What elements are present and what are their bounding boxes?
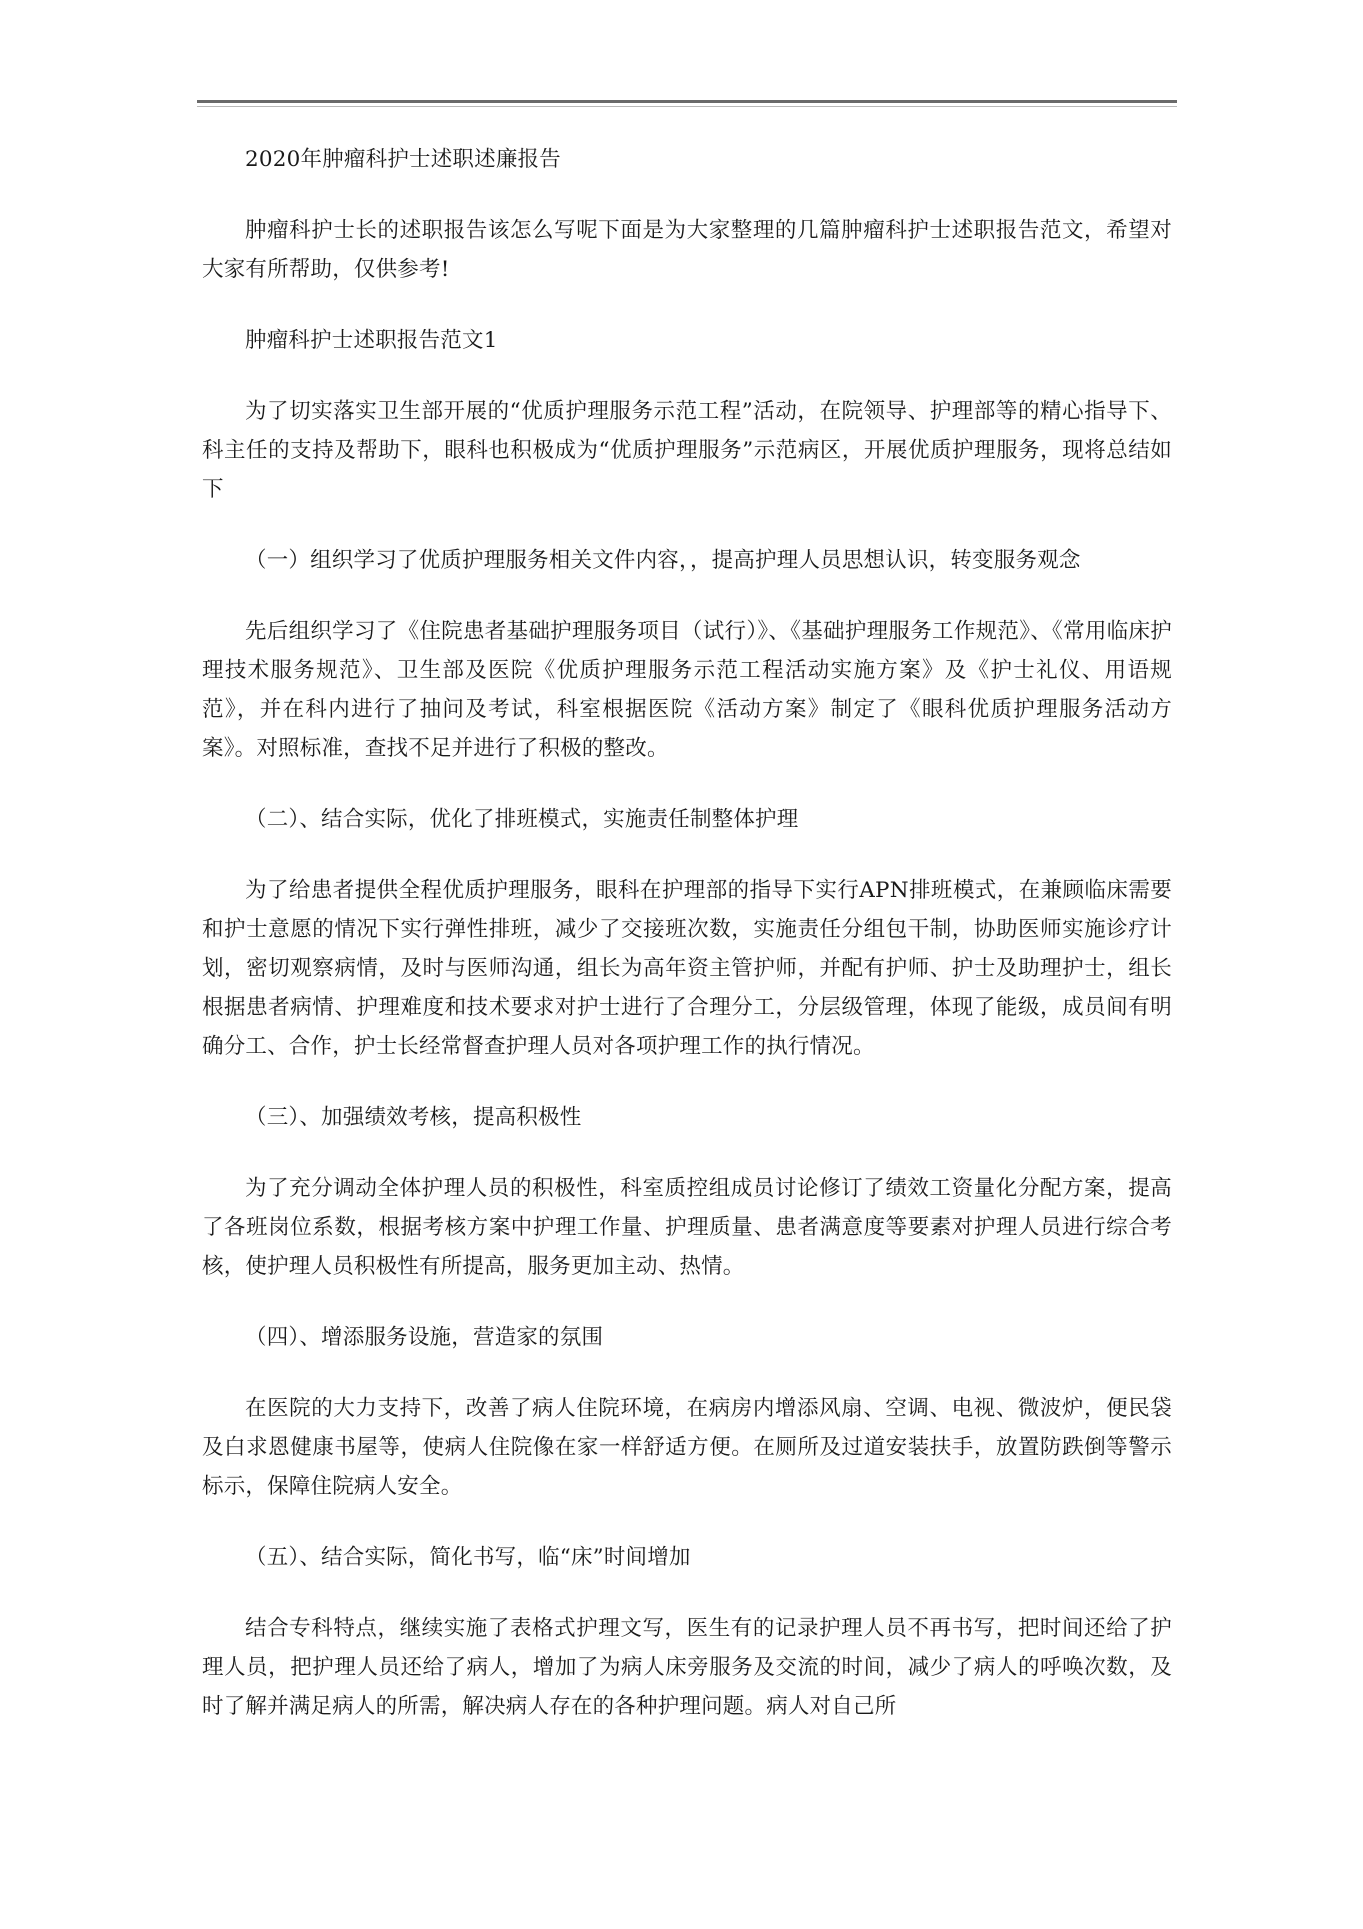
document-title: 2020年肿瘤科护士述职述廉报告 bbox=[245, 147, 561, 172]
section-heading-sample-1: 肿瘤科护士述职报告范文1 bbox=[245, 328, 498, 353]
subheading-3: （三）、加强绩效考核，提高积极性 bbox=[245, 1105, 582, 1130]
header-rule bbox=[197, 100, 1177, 103]
body-paragraph: 为了切实落实卫生部开展的“优质护理服务示范工程”活动，在院领导、护理部等的精心指导下、科主任的支持及帮助下，眼科也积极成为“优质护理服务”示范病区，开展优质护理服务，现将总结如下 bbox=[202, 399, 1172, 502]
document-body bbox=[202, 140, 1172, 1726]
body-paragraph: 为了给患者提供全程优质护理服务，眼科在护理部的指导下实行APN排班模式，在兼顾临床需要和护士意愿的情况下实行弹性排班，减少了交接班次数，实施责任分组包干制，协助医师实施诊疗计划，密切观察病情，及时与医师沟通，组长为高年资主管护师，并配有护师、护士及助理护士，组长根据患者病情、护理难度和技术要求对护士进行了合理分工，分层级管理，体现了能级，成员间有明确分工、合作，护士长经常督查护理人员对各项护理工作的执行情况。 bbox=[202, 878, 1172, 1059]
body-paragraph: 先后组织学习了《住院患者基础护理服务项目（试行）》、《基础护理服务工作规范》、《常用临床护理技术服务规范》、卫生部及医院《优质护理服务示范工程活动实施方案》及《护士礼仪、用语规范》，并在科内进行了抽问及考试，科室根据医院《活动方案》制定了《眼科优质护理服务活动方案》。对照标准，查找不足并进行了积极的整改。 bbox=[202, 619, 1172, 761]
body-paragraph: 结合专科特点，继续实施了表格式护理文写，医生有的记录护理人员不再书写，把时间还给了护理人员，把护理人员还给了病人，增加了为病人床旁服务及交流的时间，减少了病人的呼唤次数，及时了解并满足病人的所需，解决病人存在的各种护理问题。病人对自己所 bbox=[202, 1616, 1172, 1719]
header-rule-thin bbox=[197, 106, 1177, 107]
body-paragraph: 为了充分调动全体护理人员的积极性，科室质控组成员讨论修订了绩效工资量化分配方案，提高了各班岗位系数，根据考核方案中护理工作量、护理质量、患者满意度等要素对护理人员进行综合考核，使护理人员积极性有所提高，服务更加主动、热情。 bbox=[202, 1176, 1172, 1279]
intro-paragraph: 肿瘤科护士长的述职报告该怎么写呢下面是为大家整理的几篇肿瘤科护士述职报告范文，希望对大家有所帮助，仅供参考! bbox=[202, 218, 1172, 282]
subheading-2: （二）、结合实际，优化了排班模式，实施责任制整体护理 bbox=[245, 807, 799, 832]
subheading-5: （五）、结合实际，简化书写，临“床”时间增加 bbox=[245, 1545, 691, 1570]
subheading-1: （一）组织学习了优质护理服务相关文件内容，，提高护理人员思想认识，转变服务观念 bbox=[245, 548, 1081, 573]
subheading-4: （四）、增添服务设施，营造家的氛围 bbox=[245, 1325, 604, 1350]
body-paragraph: 在医院的大力支持下，改善了病人住院环境，在病房内增添风扇、空调、电视、微波炉，便民袋及白求恩健康书屋等，使病人住院像在家一样舒适方便。在厕所及过道安装扶手，放置防跌倒等警示标示，保障住院病人安全。 bbox=[202, 1396, 1172, 1499]
